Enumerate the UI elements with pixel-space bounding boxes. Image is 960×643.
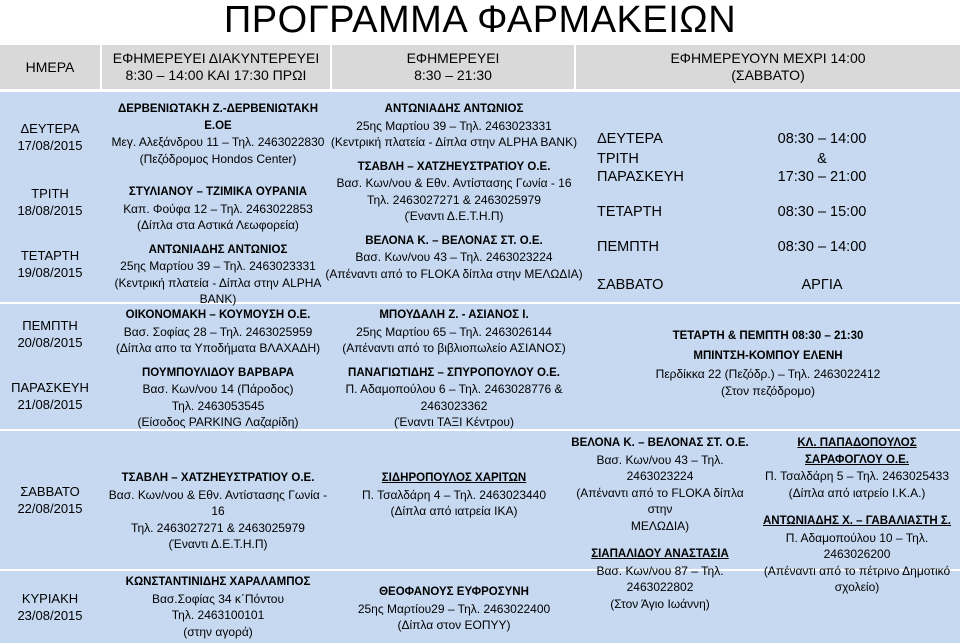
- schedule-day: ΠΕΜΠΤΗ: [597, 239, 660, 255]
- pharmacy-address: Βασ. Κων/νου 43 – Τηλ. 2463023224: [355, 250, 553, 264]
- schedule-time: 08:30 – 14:00: [777, 239, 867, 255]
- day-sunday: [0, 587, 100, 627]
- block2-col2: [322, 307, 586, 431]
- block1-col2: [322, 101, 586, 282]
- schedule-day: ΔΕΥΤΕΡΑ: [597, 131, 663, 147]
- header-col1-line1: ΕΦΗΜΕΡΕΥΕΙ ΔΙΑΚΥΝΤΕΡΕΥΕΙ: [112, 50, 320, 66]
- pharmacy-address: 25ης Μαρτίου 65 – Τηλ. 2463026144: [356, 324, 552, 339]
- pharmacy-note: (Δίπλα από ιατρείο Ι.Κ.Α.): [788, 485, 926, 500]
- schedule-row: [597, 130, 897, 148]
- pharmacy-name: ΠΟΥΜΠΟΥΛΙΔΟΥ ΒΑΡΒΑΡΑ: [141, 366, 295, 379]
- pharmacy-address: Π. Τσαλδάρη 4 – Τηλ. 2463023440: [361, 487, 547, 502]
- pharmacy-note: (Έναντι ΤΑΞΙ Κέντρου): [394, 415, 514, 429]
- header-col1: [102, 45, 330, 89]
- schedule-row: [597, 203, 897, 221]
- pharmacy-address: 25ης Μαρτίου29 – Τηλ. 2463022400: [357, 601, 551, 616]
- day-wednesday: [0, 244, 100, 284]
- header-day: [0, 45, 100, 89]
- day-name: ΤΡΙΤΗ: [31, 186, 69, 201]
- schedule-day: ΤΡΙΤΗ: [597, 151, 639, 167]
- pharmacy-note: (Απέναντι από το βιβλιοπωλείο ΑΣΙΑΝΟΣ): [342, 341, 566, 355]
- block4-col1: [108, 574, 328, 640]
- pharmacy-name: ΤΣΑΒΛΗ – ΧΑΤΖΗΕΥΣΤΡΑΤΙΟΥ Ο.Ε.: [357, 160, 551, 173]
- pharmacy-note: (Απέναντι από το πέτρινο Δημοτικό: [763, 563, 951, 578]
- day-date: 17/08/2015: [17, 138, 83, 153]
- pharmacy-note: ΜΕΛΩΔΙΑ): [630, 518, 690, 533]
- pharmacy-note: (Δίπλα στα Αστικά Λεωφορεία): [137, 218, 299, 232]
- day-name: ΤΕΤΑΡΤΗ: [20, 248, 80, 263]
- pharmacy-address: Βασ. Κων/νου & Εθν. Αντίστασης Γωνία - 16: [336, 176, 572, 190]
- pharmacy-name: ΣΤΥΛΙΑΝΟΥ – ΤΖΙΜΙΚΑ ΟΥΡΑΝΙΑ: [128, 186, 308, 198]
- block3-col4: [757, 435, 957, 596]
- day-monday: [0, 117, 100, 157]
- pharmacy-note: (Στον πεζόδρομο): [721, 383, 815, 398]
- day-name: ΔΕΥΤΕΡΑ: [20, 121, 80, 136]
- day-date: 22/08/2015: [17, 501, 83, 516]
- pharmacy-note: (Κεντρική πλατεία - Δίπλα στην ALPHA BANK): [330, 135, 578, 149]
- day-tuesday: [0, 182, 100, 222]
- pharmacy-address: 25ης Μαρτίου 39 – Τηλ. 2463023331: [120, 259, 316, 273]
- pharmacy-address: Π. Αδαμοπούλου 10 – Τηλ. 2463026200: [785, 530, 929, 561]
- schedule-day: ΤΕΤΑΡΤΗ: [597, 204, 662, 220]
- block2-col3: [580, 328, 956, 399]
- pharmacy-name: ΑΝΤΩΝΙΑΔΗΣ ΑΝΤΩΝΙΟΣ: [384, 103, 524, 115]
- header-col1-line2: 8:30 – 14:00 ΚΑΙ 17:30 ΠΡΩΙ: [125, 67, 307, 83]
- pharmacy-name: ΚΛ. ΠΑΠΑΔΟΠΟΥΛΟΣ: [797, 437, 917, 449]
- pharmacy-name: ΣΙΔΗΡΟΠΟΥΛΟΣ ΧΑΡΙΤΩΝ: [381, 472, 527, 484]
- pharmacy-note: BANK): [199, 292, 237, 306]
- pharmacy-address: Βασ.Σοφίας 34 κ΄Πόντου: [151, 591, 285, 606]
- day-friday: [0, 376, 100, 416]
- header-col3: [576, 45, 960, 89]
- pharmacy-note: (Έναντι Δ.Ε.Τ.Η.Π): [404, 209, 504, 223]
- header-col2: [332, 45, 574, 89]
- pharmacy-address: Βασ. Σοφίας 28 – Τηλ. 2463025959: [123, 324, 313, 339]
- day-name: ΚΥΡΙΑΚΗ: [21, 591, 79, 606]
- pharmacy-note: (Απέναντι από το FLOKA δίπλα στην: [576, 485, 744, 516]
- header-col3-line1: ΕΦΗΜΕΡΕΥΟΥΝ ΜΕΧΡΙ 14:00: [670, 50, 866, 66]
- pharmacy-note: (Δίπλα από ιατρεία ΙΚΑ): [390, 504, 518, 518]
- schedule-day: ΠΑΡΑΣΚΕΥΗ: [597, 169, 684, 185]
- day-date: 18/08/2015: [17, 203, 83, 218]
- block3-col1: [108, 470, 328, 553]
- pharmacy-name: ΘΕΟΦΑΝΟΥΣ ΕΥΦΡΟΣΥΝΗ: [379, 586, 529, 598]
- page-title: ΠΡΟΓΡΑΜΜΑ ΦΑΡΜΑΚΕΙΩΝ: [223, 0, 737, 41]
- pharmacy-address: Μεγ. Αλεξάνδρου 11 – Τηλ. 2463022830: [111, 135, 325, 149]
- day-thursday: [0, 314, 100, 354]
- pharmacy-phone: Τηλ. 2463027271 & 2463025979: [367, 192, 541, 207]
- pharmacy-address: Βασ. Κων/νου 87 – Τηλ. 2463022802: [596, 563, 724, 594]
- pharmacy-name: ΜΠΟΥΔΑΛΗ Ζ. - ΑΣΙΑΝΟΣ Ι.: [379, 309, 529, 321]
- day-name: ΠΑΡΑΣΚΕΥΗ: [11, 380, 89, 395]
- header-col3-line2: (ΣΑΒΒΑΤΟ): [731, 67, 805, 83]
- day-saturday: [0, 480, 100, 520]
- pharmacy-note: (Έναντι Δ.Ε.Τ.Η.Π): [168, 537, 268, 551]
- pharmacy-address: Π. Αδαμοπούλου 6 – Τηλ. 2463028776 &: [345, 382, 563, 396]
- pharmacy-name: ΑΝΤΩΝΙΑΔΗΣ ΑΝΤΩΝΙΟΣ: [148, 243, 288, 256]
- pharmacy-name: ΑΝΤΩΝΙΑΔΗΣ Χ. – ΓΑΒΑΛΙΑΣΤΗ Σ.: [762, 515, 952, 527]
- pharmacy-address: Βασ. Κων/νου 43 – Τηλ. 2463023224: [596, 452, 724, 483]
- pharmacy-note: (Κεντρική πλατεία - Δίπλα στην ALPHA: [114, 275, 322, 290]
- schedule-time: &: [817, 151, 827, 167]
- schedule-time: ΑΡΓΙΑ: [801, 277, 843, 293]
- schedule-day: ΣΑΒΒΑΤΟ: [597, 277, 664, 293]
- pharmacy-phone: Τηλ. 2463053545: [171, 398, 265, 413]
- pharmacy-name: ΟΙΚΟΝΟΜΑΚΗ – ΚΟΥΜΟΥΣΗ Ο.Ε.: [125, 309, 311, 321]
- pharmacy-note: (Δίπλα στον ΕΟΠΥΥ): [397, 618, 511, 632]
- pharmacy-name-2: ΣΑΡΑΦΟΓΛΟΥ Ο.Ε.: [805, 453, 909, 466]
- day-date: 23/08/2015: [17, 608, 83, 623]
- pharmacy-note: (Απέναντι από το FLOKA δίπλα στην ΜΕΛΩΔΙΑ): [325, 266, 583, 281]
- pharmacy-name: ΚΩΝΣΤΑΝΤΙΝΙΔΗΣ ΧΑΡΑΛΑΜΠΟΣ: [125, 576, 311, 588]
- pharmacy-note: (Δίπλα απο τα Υποδήματα ΒΛΑΧΑΔΗ): [115, 341, 321, 355]
- day-date: 19/08/2015: [17, 265, 83, 280]
- schedule-row: [597, 168, 897, 186]
- schedule-time: 08:30 – 14:00: [777, 131, 867, 147]
- pharmacy-name: ΤΣΑΒΛΗ – ΧΑΤΖΗΕΥΣΤΡΑΤΙΟΥ Ο.Ε.: [121, 472, 315, 484]
- pharmacy-phone: Τηλ. 2463100101: [171, 608, 265, 622]
- schedule-row: [597, 276, 897, 294]
- pharmacy-name: ΠΑΝΑΓΙΩΤΙΔΗΣ – ΣΠΥΡΟΠΟΥΛΟΥ Ο.Ε.: [348, 366, 560, 379]
- pharmacy-address: Βασ. Κων/νου 14 (Πάροδος): [142, 382, 294, 396]
- pharmacy-address: Καπ. Φούφα 12 – Τηλ. 2463022853: [123, 201, 313, 216]
- schedule-time: 17:30 – 21:00: [777, 169, 867, 185]
- pharmacy-note: (Στον Άγιο Ιωάννη): [610, 596, 710, 611]
- day-date: 20/08/2015: [17, 335, 83, 350]
- day-name: ΣΑΒΒΑΤΟ: [20, 484, 80, 499]
- schedule-row: [597, 238, 897, 256]
- block3-col3: [565, 435, 755, 612]
- day-name: ΠΕΜΠΤΗ: [22, 318, 78, 333]
- pharmacy-phone: Τηλ. 2463027271 & 2463025979: [131, 520, 305, 535]
- day-date: 21/08/2015: [17, 397, 83, 412]
- pharmacy-address: Περδίκκα 22 (Πεζόδρ.) – Τηλ. 2463022412: [655, 367, 881, 381]
- pharmacy-name: ΔΕΡΒΕΝΙΩΤΑΚΗ Ζ.-ΔΕΡΒΕΝΙΩΤΑΚΗ Ε.ΟΕ: [117, 103, 319, 132]
- pharmacy-note: σχολείο): [834, 580, 880, 594]
- block1-col1: [108, 101, 328, 308]
- block3-col2: [322, 470, 586, 520]
- header-day-label: ΗΜΕΡΑ: [25, 58, 75, 75]
- pharmacy-name: ΒΕΛΟΝΑ Κ. – ΒΕΛΟΝΑΣ ΣΤ. Ο.Ε.: [571, 437, 749, 449]
- pharmacy-address: Π. Τσαλδάρη 5 – Τηλ. 2463025433: [764, 469, 950, 483]
- pharmacy-name: ΜΠΙΝΤΣΗ-ΚΟΜΠΟΥ ΕΛΕΝΗ: [693, 349, 843, 362]
- block2-col1: [108, 307, 328, 431]
- special-hours: ΤΕΤΑΡΤΗ & ΠΕΜΠΤΗ 08:30 – 21:30: [672, 330, 864, 342]
- pharmacy-address: 25ης Μαρτίου 39 – Τηλ. 2463023331: [356, 118, 552, 133]
- pharmacy-note: (στην αγορά): [183, 624, 253, 639]
- schedule-time: 08:30 – 15:00: [777, 204, 867, 220]
- schedule-row: [597, 150, 897, 168]
- pharmacy-name: ΒΕΛΟΝΑ Κ. – ΒΕΛΟΝΑΣ ΣΤ. Ο.Ε.: [365, 234, 543, 247]
- pharmacy-name: ΣΙΑΠΑΛΙΔΟΥ ΑΝΑΣΤΑΣΙΑ: [591, 548, 729, 560]
- block4-col2: [322, 584, 586, 634]
- header-col2-line1: ΕΦΗΜΕΡΕΥΕΙ: [406, 50, 500, 66]
- pharmacy-note: (Πεζόδρομος Hondos Center): [139, 151, 297, 166]
- pharmacy-note: (Είσοδος PARKING Λαζαρίδη): [137, 415, 299, 429]
- pharmacy-address: Βασ. Κων/νου & Εθν. Αντίστασης Γωνία - 16: [108, 487, 328, 518]
- pharmacy-phone: 2463023362: [420, 398, 488, 413]
- header-col2-line2: 8:30 – 21:30: [414, 67, 492, 83]
- weekly-schedule: [597, 130, 897, 295]
